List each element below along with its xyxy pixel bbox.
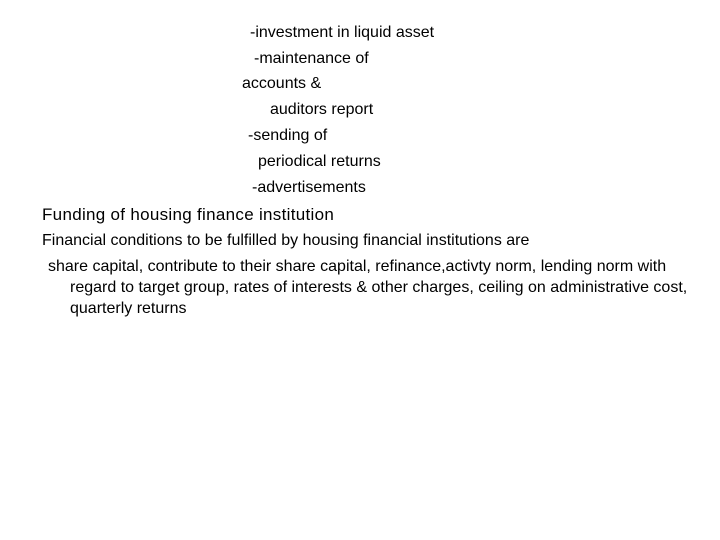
section-heading: Funding of housing finance institution — [42, 205, 335, 224]
bullet-maintenance-of: -maintenance of — [254, 50, 369, 67]
bullet-periodical-returns: periodical returns — [258, 153, 381, 170]
conditions-text: share capital, contribute to their share capital, refinance,activty norm, lending norm with regard to target group, rates of interests & other charges, ceiling on administrative cost, quarterly returns — [48, 258, 688, 317]
bullet-auditors-report: auditors report — [270, 101, 374, 118]
intro-text: Financial conditions to be fulfilled by housing financial institutions are — [42, 232, 530, 249]
bullet-accounts: accounts & — [242, 75, 322, 92]
bullet-advertisements: -advertisements — [252, 179, 366, 196]
bullet-sending-of: -sending of — [248, 127, 328, 144]
bullet-investment-liquid-asset: -investment in liquid asset — [250, 24, 435, 41]
